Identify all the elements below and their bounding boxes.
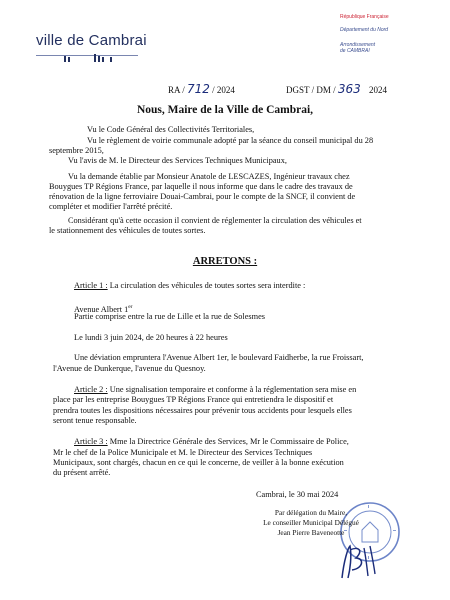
- handwritten-signature-icon: [334, 540, 394, 584]
- arrondissement-name: de CAMBRAI: [340, 48, 370, 54]
- departement: Département du Nord: [340, 27, 389, 33]
- place-date: Cambrai, le 30 mai 2024: [256, 490, 339, 499]
- article-3-line-2: Mr le chef de la Police Municipale et M. le Directeur des Services Techniques: [53, 448, 313, 457]
- vu-reglement-cont: septembre 2015,: [49, 146, 104, 155]
- considerant: Considérant qu'à cette occasion il convient de réglementer la circulation des véhicules et: [68, 216, 362, 225]
- ref-dgst: [286, 82, 387, 96]
- republique-francaise: République Française: [340, 14, 389, 20]
- page-title: Nous, Maire de la Ville de Cambrai,: [136, 104, 314, 116]
- vu-avis: Vu l'avis de M. le Directeur des Services Techniques Municipaux,: [68, 156, 287, 165]
- article-2-line-3: prendra toutes les dispositions nécessaires pour prévenir tous accidents pour lesquels elles: [53, 406, 352, 415]
- article-3-line-4: du présent arrêté.: [53, 468, 111, 477]
- article-3-line-3: Municipaux, sont chargés, chacun en ce qui le concerne, de veiller à la bonne exécution: [53, 458, 344, 467]
- ref-dgst-number: 363: [337, 82, 361, 96]
- article-3: [74, 437, 349, 447]
- vu-demande-2: Bouygues TP Régions France, par laquelle il nous informe que dans le cadre des travaux de: [49, 182, 353, 191]
- ref-ra-year: / 2024: [212, 85, 235, 95]
- arrondissement: Arrondissement: [340, 42, 376, 48]
- vu-code: Vu le Code Général des Collectivités Territoriales,: [87, 125, 255, 134]
- logo-text: ville de Cambrai: [36, 32, 147, 49]
- article-2-line-2: place par les entreprise Bouygues TP Régions France qui entretiendra le dispositif et: [53, 395, 334, 404]
- ref-dgst-year: 2024: [369, 85, 387, 95]
- vu-reglement: Vu le règlement de voirie communale adopté par la séance du conseil municipal du 28: [87, 136, 374, 145]
- article-2-line-1: Une signalisation temporaire et conforme à la réglementation sera mise en: [109, 385, 357, 394]
- closure-date: Le lundi 3 juin 2024, de 20 heures à 22 heures: [74, 333, 228, 342]
- detour-line-2: l'Avenue de Dunkerque, l'avenue du Quesnoy.: [53, 364, 206, 373]
- ref-ra-prefix: RA /: [168, 85, 185, 95]
- article-1-label: Article 1 :: [74, 281, 108, 290]
- vu-demande-3: rénovation de la ligne ferroviaire Douai-Cambrai, pour le compte de la SNCF, il convient de: [49, 192, 356, 201]
- ref-ra: [168, 82, 235, 96]
- ref-ra-number: 712: [187, 82, 210, 96]
- cathedral-logo-icon: [60, 54, 120, 64]
- article-3-line-1: Mme la Directrice Générale des Services, Mr le Commissaire de Police,: [109, 437, 349, 446]
- ref-dgst-prefix: DGST / DM /: [286, 85, 336, 95]
- vu-demande-4: compléter et modifier l'arrêté précité.: [49, 202, 173, 211]
- vu-demande: Vu la demande établie par Monsieur Anatole de LESCAZES, Ingénieur travaux chez: [68, 172, 350, 181]
- signature-line-3: Jean Pierre Baveneotte: [277, 528, 345, 537]
- article-3-label: Article 3 :: [74, 437, 108, 446]
- street-portion: Partie comprise entre la rue de Lille et la rue de Solesmes: [74, 312, 265, 321]
- arretons-heading: ARRETONS :: [192, 256, 258, 267]
- street-name: Avenue Albert 1: [74, 304, 129, 314]
- article-2-line-4: seront tenue responsable.: [53, 416, 137, 425]
- article-2-label: Article 2 :: [74, 385, 108, 394]
- article-2: [74, 385, 356, 395]
- article-1-text: La circulation des véhicules de toutes sortes sera interdite :: [109, 281, 306, 290]
- detour-line-1: Une déviation empruntera l'Avenue Albert 1er, le boulevard Faidherbe, la rue Froissart,: [74, 353, 364, 362]
- article-1: [74, 281, 305, 291]
- signature-line-2: Le conseiller Municipal Délégué: [263, 518, 359, 527]
- street-sup: er: [128, 304, 133, 310]
- signature-line-1: Par délégation du Maire,: [274, 508, 348, 517]
- considerant-2: le stationnement des véhicules de toutes sortes.: [49, 226, 206, 235]
